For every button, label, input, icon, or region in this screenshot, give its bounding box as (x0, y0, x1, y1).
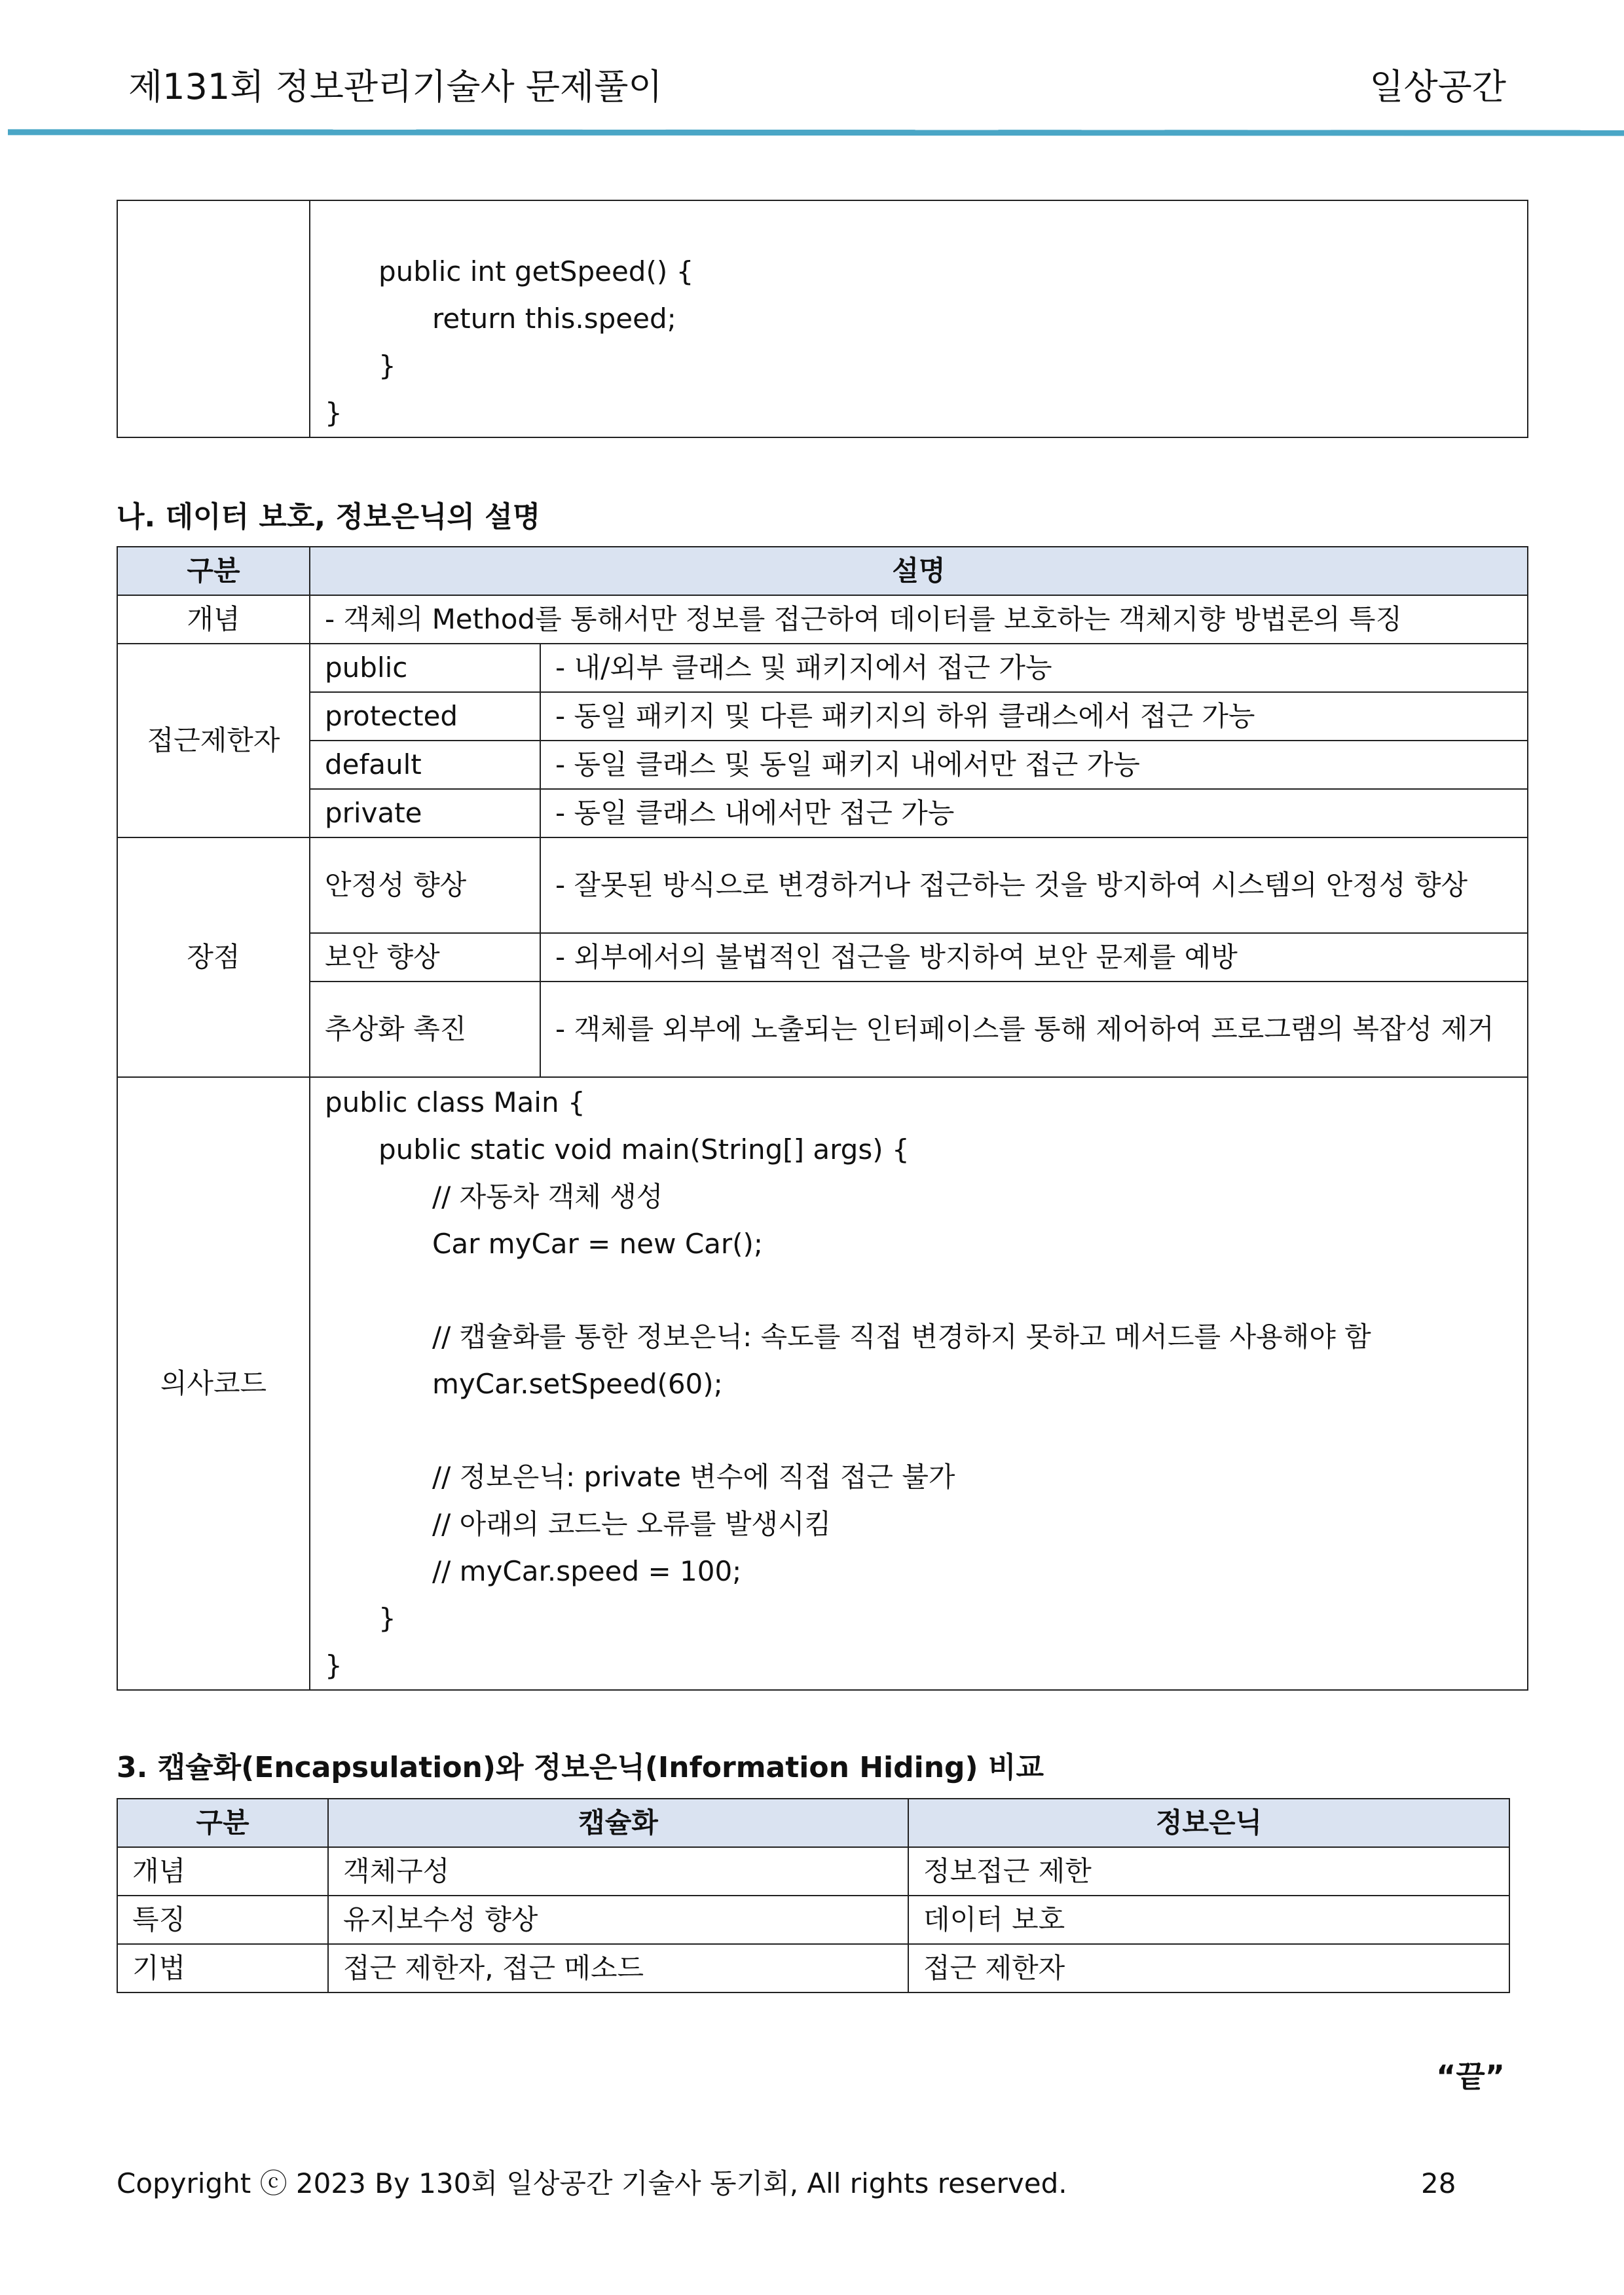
col-header: 구분 (117, 1799, 328, 1847)
table-cell: 유지보수성 향상 (328, 1896, 908, 1944)
code-line: return this.speed; (432, 303, 676, 335)
row-label: 개념 (117, 595, 310, 644)
code-continuation-table (117, 200, 1528, 438)
table-cell: 접근 제한자, 접근 메소드 (328, 1944, 908, 1992)
row-label: 장점 (117, 837, 310, 1077)
pseudo-code-cell (310, 1077, 1528, 1690)
access-modifier-name: protected (310, 692, 540, 741)
table-cell: 객체구성 (328, 1847, 908, 1896)
code-line: // 자동차 객체 생성 (432, 1181, 663, 1213)
footer-copyright: Copyright ⓒ 2023 By 130회 일상공간 기술사 동기회, All rights reserved. (117, 2167, 1067, 2199)
code-line: // 캡슐화를 통한 정보은닉: 속도를 직접 변경하지 못하고 메서드를 사용해야 함 (432, 1321, 1371, 1353)
access-modifier-desc: - 동일 클래스 내에서만 접근 가능 (540, 789, 1528, 837)
code-line: } (378, 1602, 396, 1634)
merit-name: 안정성 향상 (310, 837, 540, 933)
code-line: public int getSpeed() { (378, 255, 694, 287)
access-modifier-name: default (310, 741, 540, 789)
merit-desc: - 객체를 외부에 노출되는 인터페이스를 통해 제어하여 프로그램의 복잡성 제거 (540, 982, 1528, 1077)
table-cell: 특징 (117, 1896, 328, 1944)
col-header: 정보은닉 (908, 1799, 1509, 1847)
section-heading-b: 나. 데이터 보호, 정보은닉의 설명 (117, 500, 541, 534)
code-cell (310, 200, 1528, 437)
blank-line (325, 1408, 1513, 1454)
end-mark: “끝” (1436, 2059, 1505, 2094)
access-modifier-name: private (310, 789, 540, 837)
code-line: } (325, 397, 342, 429)
concept-text: - 객체의 Method를 통해서만 정보를 접근하여 데이터를 보호하는 객체지향 방법론의 특징 (310, 595, 1528, 644)
code-line: } (325, 1649, 342, 1681)
table-cell: 기법 (117, 1944, 328, 1992)
header-divider (8, 129, 1624, 136)
code-line: myCar.setSpeed(60); (432, 1368, 723, 1400)
merit-name: 추상화 촉진 (310, 982, 540, 1077)
code-line: // 정보은닉: private 변수에 직접 접근 불가 (432, 1461, 955, 1493)
header-right-label: 일상공간 (1369, 66, 1506, 107)
page-number: 28 (1421, 2167, 1456, 2199)
code-line: // 아래의 코드는 오류를 발생시킴 (432, 1508, 832, 1540)
access-modifier-name: public (310, 644, 540, 692)
page-title: 제131회 정보관리기술사 문제풀이 (128, 66, 663, 107)
code-line: Car myCar = new Car(); (432, 1228, 764, 1260)
table-cell: 정보접근 제한 (908, 1847, 1509, 1896)
blank-line (325, 1268, 1513, 1313)
code-line: public class Main { (325, 1086, 585, 1118)
table-cell: 개념 (117, 1847, 328, 1896)
empty-label-cell (117, 200, 310, 437)
table-cell: 접근 제한자 (908, 1944, 1509, 1992)
table-cell: 데이터 보호 (908, 1896, 1509, 1944)
row-label: 의사코드 (117, 1077, 310, 1690)
access-modifier-desc: - 동일 클래스 및 동일 패키지 내에서만 접근 가능 (540, 741, 1528, 789)
code-line: // myCar.speed = 100; (432, 1555, 742, 1587)
col-header: 캡슐화 (328, 1799, 908, 1847)
merit-desc: - 잘못된 방식으로 변경하거나 접근하는 것을 방지하여 시스템의 안정성 향상 (540, 837, 1528, 933)
access-modifier-desc: - 내/외부 클래스 및 패키지에서 접근 가능 (540, 644, 1528, 692)
row-label: 접근제한자 (117, 644, 310, 837)
merit-desc: - 외부에서의 불법적인 접근을 방지하여 보안 문제를 예방 (540, 933, 1528, 982)
comparison-table (117, 1798, 1510, 1993)
col-header: 설명 (310, 547, 1528, 595)
col-header: 구분 (117, 547, 310, 595)
info-hiding-table (117, 546, 1528, 1691)
code-line: public static void main(String[] args) { (378, 1133, 910, 1166)
merit-name: 보안 향상 (310, 933, 540, 982)
code-line: } (378, 350, 396, 382)
access-modifier-desc: - 동일 패키지 및 다른 패키지의 하위 클래스에서 접근 가능 (540, 692, 1528, 741)
section-heading-3: 3. 캡슐화(Encapsulation)와 정보은닉(Information Hiding) 비교 (117, 1751, 1044, 1784)
